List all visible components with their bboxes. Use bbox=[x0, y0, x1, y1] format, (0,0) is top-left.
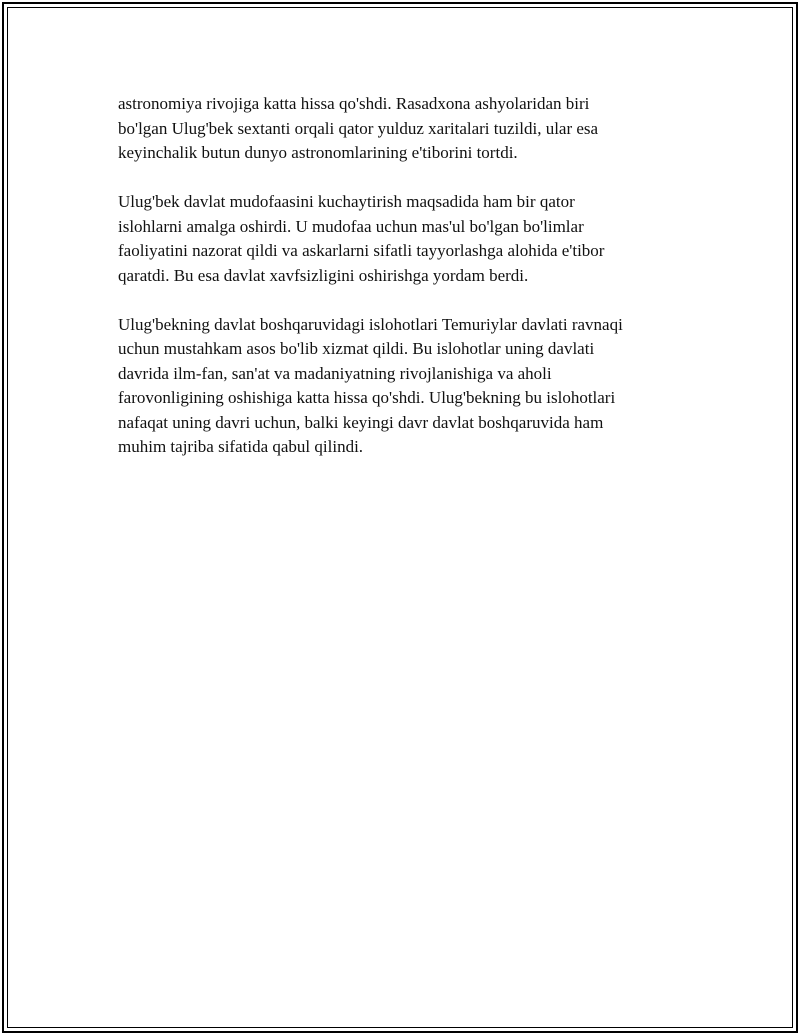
text-line: keyinchalik butun dunyo astronomlarining e'tiborini tortdi. bbox=[118, 143, 518, 162]
text-line: bo'lgan Ulug'bek sextanti orqali qator yulduz xaritalari tuzildi, ular esa bbox=[118, 118, 599, 138]
text-line: astronomiya rivojiga katta hissa qo'shdi. Rasadxona ashyolaridan biri bbox=[118, 94, 590, 113]
paragraph-defense bbox=[118, 190, 678, 288]
text-line: qaratdi. Bu esa davlat xavfsizligini oshirishga yordam berdi. bbox=[118, 265, 529, 285]
text-line: farovonligining oshishiga katta hissa qo'shdi. Ulug'bekning bu islohotlari bbox=[118, 388, 616, 407]
text-line: Ulug'bekning davlat boshqaruvidagi islohotlari Temuriylar davlati ravnaqi bbox=[118, 314, 623, 334]
text-line: uchun mustahkam asos bo'lib xizmat qildi. Bu islohotlar uning davlati bbox=[118, 339, 595, 358]
paragraph-reforms bbox=[118, 313, 678, 460]
text-line: faoliyatini nazorat qildi va askarlarni sifatli tayyorlashga alohida e'tibor bbox=[118, 241, 605, 260]
text-line: islohlarni amalga oshirdi. U mudofaa uchun mas'ul bo'lgan bo'limlar bbox=[118, 216, 584, 236]
paragraph-astronomy bbox=[118, 92, 678, 166]
text-line: muhim tajriba sifatida qabul qilindi. bbox=[118, 437, 364, 456]
text-line: nafaqat uning davri uchun, balki keyingi davr davlat boshqaruvida ham bbox=[118, 412, 604, 432]
document-body bbox=[118, 92, 678, 484]
text-line: Ulug'bek davlat mudofaasini kuchaytirish maqsadida ham bir qator bbox=[118, 192, 575, 211]
text-line: davrida ilm-fan, san'at va madaniyatning rivojlanishiga va aholi bbox=[118, 363, 552, 383]
